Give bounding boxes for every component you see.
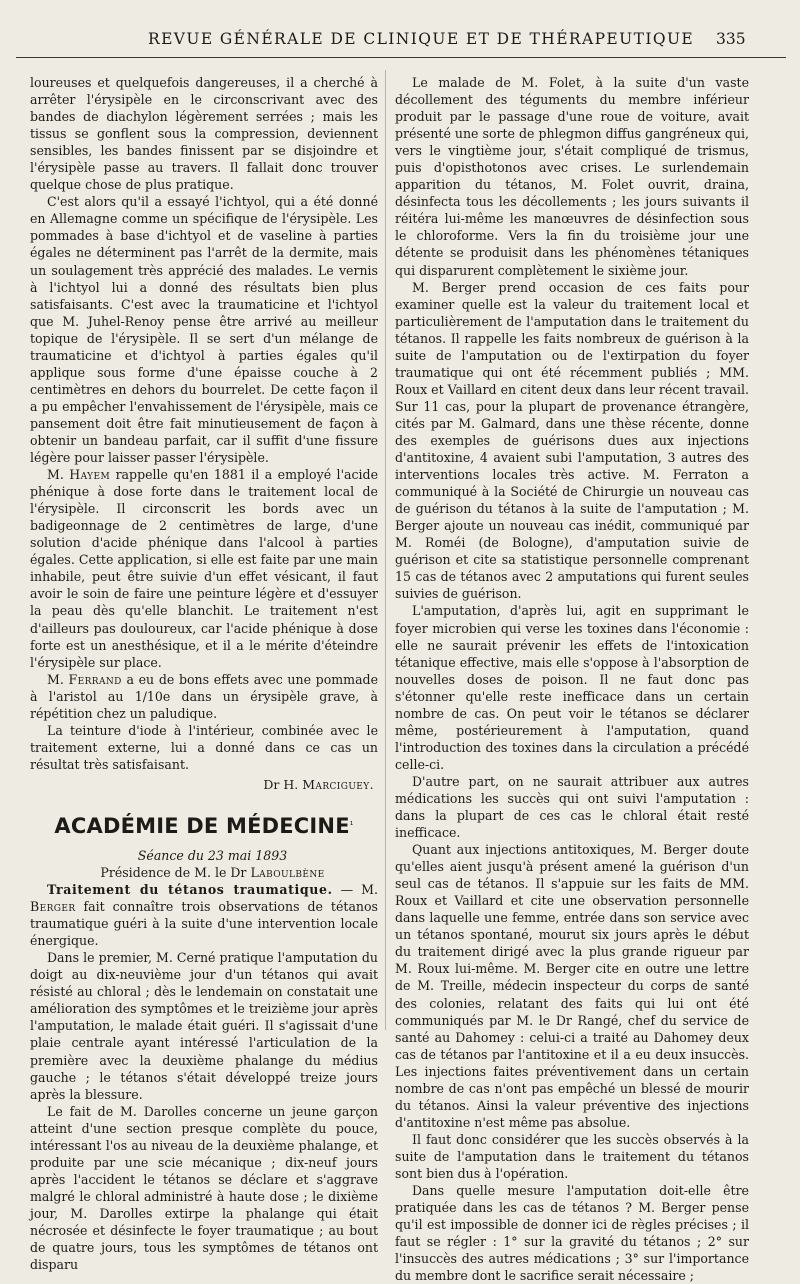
presidence-line xyxy=(30,864,378,881)
paragraph-prefix: M. xyxy=(47,467,64,483)
person-name: Hayem xyxy=(69,467,111,483)
paragraph: Le malade de M. Folet, à la suite d'un vaste décollement des téguments du membre inférieur produit par le passage d'une roue de voiture, avait présenté une sorte de phlegmon diffus gangréneux qui, vers le vingtième jour, s'était compliqué de trismus, puis d'opisthotonos avec crises. Le surlendemain apparition du tétanos, M. Folet ouvrit, draina, désinfecta tous les décollements ; les jours suivants il réitéra lui-même les manœuvres de désinfection sous le chloroforme. Vers la fin du troisième jour une détente se produisit dans les phénomènes tétaniques qui disparurent complètement le sixième jour. xyxy=(395,75,749,278)
running-title: REVUE GÉNÉRALE DE CLINIQUE ET DE THÉRAPEUTIQUE xyxy=(148,30,695,48)
president-name: Laboulbène xyxy=(250,865,325,881)
running-header xyxy=(0,30,800,52)
person-name: Ferrand xyxy=(68,671,122,687)
presidence-prefix: Présidence de M. le Dr xyxy=(100,865,247,881)
person-name: Berger xyxy=(30,899,76,915)
paragraph xyxy=(30,881,378,949)
paragraph: Quant aux injections antitoxiques, M. Berger doute qu'elles aient jusqu'à présent amené la guérison d'un seul cas de tétanos. Il s'appuie sur les faits de MM. Roux et Vaillard et cite une observation personnelle dans laquelle une femme, entrée dans son service avec un tétanos spontané, mourut six jours après le début du traitement dirigé avec la plus grande rigueur par M. Roux lui-même. M. Berger cite en outre une lettre de M. Treille, médecin inspecteur du corps de santé des colonies, relatant des faits qui lui ont été communiqués par M. le Dr Rangé, chef du service de santé au Dahomey : celui-ci a traité au Dahomey deux cas de tétanos par l'antitoxine et il a eu deux insuccès. Les injections faites préventivement dans un certain nombre de cas n'ont pas empêché un blessé de mourir du tétanos. Ainsi la valeur préventive des injections d'antitoxine n'est même pas absolue. xyxy=(395,842,749,1130)
paragraph-prefix: M. xyxy=(47,671,64,687)
signature-prefix: Dr H. xyxy=(263,776,299,792)
paragraph: L'amputation, d'après lui, agit en supprimant le foyer microbien qui verse les toxines dans l'économie : elle ne saurait prévenir les effets de l'intoxication tétanique effective, mais elle s'oppose à l'absorption de nouvelles doses de poison. Il ne faut donc pas s'étonner qu'elle reste inefficace dans un certain nombre de cas. On peut voir le tétanos se déclarer même, postérieurement à l'amputation, quand l'introduction des toxines dans la circulation a précédé celle-ci. xyxy=(395,603,749,772)
section-heading-text: ACADÉMIE DE MÉDECINE xyxy=(54,813,350,838)
paragraph: M. Berger prend occasion de ces faits pour examiner quelle est la valeur du traitement local et particulièrement de l'amputation dans le traitement du tétanos. Il rappelle les faits nombreux de guérison à la suite de l'amputation ou de l'extirpation du foyer traumatique qui ont été récemment publiés ; MM. Roux et Vaillard en citent deux dans leur récent travail. Sur 11 cas, pour la plupart de provenance étrangère, cités par M. Galmard, dans une thèse récente, donne des exemples de guérisons dues aux injections d'antitoxine, 4 avaient subi l'amputation, 3 autres des interventions locales très active. M. Ferraton a communiqué à la Société de Chirurgie un nouveau cas de guérison du tétanos à la suite de l'amputation ; M. Berger ajoute un nouveau cas inédit, communiqué par M. Roméi (de Bologne), d'amputation suivie de guérison et cite sa statistique personnelle comprenant 15 cas de tétanos avec 2 amputations qui furent seules suivies de guérison. xyxy=(395,279,749,602)
paragraph: Le fait de M. Darolles concerne un jeune garçon atteint d'une section presque complète du pouce, intéressant l'os au niveau de la deuxième phalange, et produite par une scie mécanique ; dix-neuf jours après l'accident le tétanos se déclare et s'aggrave malgré le chloral administré à haute dose ; le dixième jour, M. Darolles extirpe la phalange qui était nécrosée et désinfecte le foyer traumatique ; au bout de quatre jours, tous les symptômes de tétanos ont disparu xyxy=(30,1103,378,1273)
paragraph: Dans le premier, M. Cerné pratique l'amputation du doigt au dix-neuvième jour d'un tétanos qui avait résisté au chloral ; dès le lendemain on constatait une amélioration des symptômes et le treizième jour après l'amputation, le malade était guéri. Il s'agissait d'une plaie centrale ayant intéressé l'articulation de la première avec la deuxième phalange du médius gauche ; le tétanos s'était développé treize jours après la blessure. xyxy=(30,950,378,1102)
paragraph-text: fait connaître trois observations de tétanos traumatique guéri à la suite d'une intervention locale énergique. xyxy=(30,899,378,949)
column-divider xyxy=(385,70,386,1030)
left-column xyxy=(30,74,378,1273)
paragraph-prefix: — M. xyxy=(340,882,378,898)
signature-name: Marciguey. xyxy=(302,776,374,792)
session-date: Séance du 23 mai 1893 xyxy=(137,847,288,863)
header-rule xyxy=(16,57,786,58)
paragraph-text: rappelle qu'en 1881 il a employé l'acide phénique à dose forte dans le traitement local de l'érysipèle. Il circonscrit les bords avec un badigeonnage de 2 centimètres de large, d'une solution d'acide phénique dans l'alcool à parties égales. Cette application, si elle est faite par une main inhabile, peut être suivie d'un effet vésicant, il faut avoir le soin de faire une peinture légère et d'essuyer la peau dès qu'elle blanchit. Le traitement n'est d'ailleurs pas douloureux, car l'acide phénique à dose forte est un anesthésique, et il a le mérite d'éteindre l'érysipèle sur place. xyxy=(30,467,378,670)
right-column xyxy=(395,74,749,1284)
paragraph: Dans quelle mesure l'amputation doit-elle être pratiquée dans les cas de tétanos ? M. Berger pense qu'il est impossible de donner ici de règles précises ; il faut se régler : 1° sur la gravité du tétanos ; 2° sur l'insuccès des autres médications ; 3° sur l'importance du membre dont le sacrifice serait nécessaire ; xyxy=(395,1183,749,1284)
paragraph xyxy=(30,671,378,722)
paragraph: D'autre part, on ne saurait attribuer aux autres médications les succès qui ont suivi l'amputation : dans la plupart de ces cas le chloral était resté inefficace. xyxy=(395,773,749,841)
section-heading xyxy=(30,813,378,839)
paragraph-text: a eu de bons effets avec une pommade à l'aristol au 1/10e dans un érysipèle grave, à répétition chez un paludique. xyxy=(30,671,379,721)
paragraph xyxy=(30,466,378,671)
paragraph: loureuses et quelquefois dangereuses, il a cherché à arrêter l'érysipèle en le circonscrivant avec des bandes de diachylon légèrement serrées ; mais les tissus se gonflent sous la compression, deviennent sensibles, les bandes finissent par se disjoindre et l'érysipèle passe au travers. Il fallait donc trouver quelque chose de plus pratique. xyxy=(30,75,378,193)
paragraph: La teinture d'iode à l'intérieur, combinée avec le traitement externe, lui a donné dans ce cas un résultat très satisfaisant. xyxy=(30,722,378,772)
footnote-mark: ¹ xyxy=(349,820,354,831)
page-number: 335 xyxy=(716,30,746,48)
paragraph: C'est alors qu'il a essayé l'ichtyol, qui a été donné en Allemagne comme un spécifique de l'érysipèle. Les pommades à base d'ichtyol et de vaseline à parties égales ne déterminent pas l'arrêt de la dermite, mais un soulagement très apprécié des malades. Le vernis à l'ichtyol lui a donné des résultats bien plus satisfaisants. C'est avec la traumaticine et l'ichtyol que M. Juhel-Renoy pense être arrivé au meilleur topique de l'érysipèle. Il se sert d'un mélange de traumaticine et d'ichtyol à parties égales qu'il applique sous forme d'une épaisse couche à 2 centimètres en dehors du bourrelet. De cette façon il a pu empêcher l'envahissement de l'érysipèle, mais ce pansement doit être fait minutieusement de façon à obtenir un bandeau parfait, car il suffit d'une fissure légère pour laisser passer l'érysipèle. xyxy=(30,194,378,466)
signature xyxy=(30,776,374,793)
paragraph: Il faut donc considérer que les succès observés à la suite de l'amputation dans le traitement du tétanos sont bien dus à l'opération. xyxy=(395,1131,749,1181)
subsection-title: Traitement du tétanos traumatique. xyxy=(47,882,333,898)
